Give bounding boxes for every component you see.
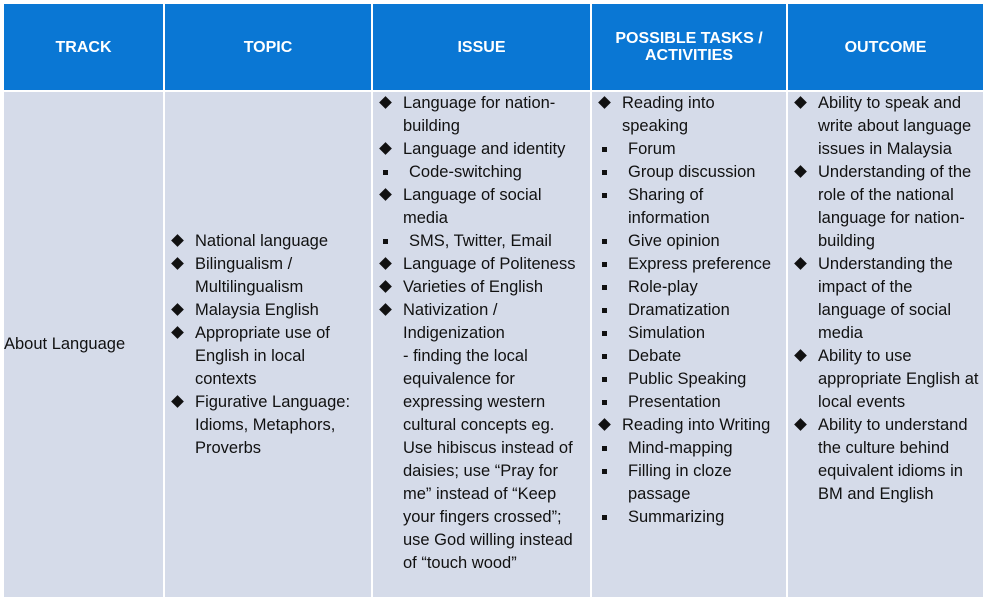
sub-list-item [598,253,782,276]
list-item [379,299,586,575]
list-item [379,138,586,161]
list-item-label: Ability to speak and write about language issues in Malaysia [818,94,972,158]
list-item [379,253,586,276]
square-bullet-icon [602,262,607,267]
sub-list-item [598,322,782,345]
curriculum-table [2,2,985,599]
square-bullet-icon [602,469,607,474]
header-tasks-label: POSSIBLE TASKS / ACTIVITIES [615,30,763,64]
diamond-bullet-icon [171,326,184,339]
list-item-label: Language of Politeness [403,255,576,273]
topic-cell [164,91,372,598]
list-item [794,253,979,345]
sub-list-item [598,345,782,368]
header-track: TRACK [3,3,164,91]
list-item-label: National language [195,231,329,250]
diamond-bullet-icon [171,257,184,270]
sub-item-label: Give opinion [628,232,720,250]
sub-item-label: Code-switching [409,163,522,181]
sub-list-item [598,230,782,253]
sub-list-item [598,276,782,299]
diamond-bullet-icon [379,96,392,109]
sub-list [379,230,586,253]
square-bullet-icon [602,377,607,382]
sub-item-label: Simulation [628,324,706,342]
list-item-label: Reading into speaking [622,94,715,135]
sub-item-label: Summarizing [628,508,725,526]
list-item-label: Language and identity [403,140,566,158]
diamond-bullet-icon [171,395,184,408]
diamond-bullet-icon [598,96,611,109]
sub-list-item [598,184,782,230]
square-bullet-icon [602,239,607,244]
sub-list-item [598,138,782,161]
sub-item-label: Forum [628,140,676,158]
header-issue: ISSUE [372,3,591,91]
square-bullet-icon [602,354,607,359]
list-item-label: Bilingualism / Multilingualism [195,254,304,296]
sub-item-label: Group discussion [628,163,756,181]
list-item-label: Figurative Language: Idioms, Metaphors, Proverbs [195,392,351,457]
square-bullet-icon [383,170,388,175]
list-item-label: Reading into Writing [622,416,771,434]
list-item [171,230,367,253]
diamond-bullet-icon [171,303,184,316]
list-item [379,92,586,138]
list-item-label: Understanding of the role of the national language for nation-building [818,163,972,250]
issue-cell [372,91,591,598]
list-item [379,184,586,230]
table-row [3,91,984,598]
sub-list-item [379,161,586,184]
diamond-bullet-icon [379,257,392,270]
list-item-label: Ability to use appropriate English at local events [818,347,979,411]
diamond-bullet-icon [794,257,807,270]
sub-item-label: Presentation [628,393,721,411]
list-item-label: Language of social media [403,186,542,227]
diamond-bullet-icon [379,188,392,201]
sub-list-item [598,391,782,414]
sub-item-label: Public Speaking [628,370,747,388]
header-row [3,3,984,91]
list-item-label: Ability to understand the culture behind equivalent idioms in BM and English [818,416,968,503]
topic-list [165,230,371,460]
square-bullet-icon [602,285,607,290]
diamond-bullet-icon [598,418,611,431]
list-item [171,391,367,460]
sub-list-item [598,368,782,391]
list-item [794,414,979,506]
list-item-label: Varieties of English [403,278,544,296]
issue-note: - finding the local equivalence for expressing western cultural concepts eg. Use hibiscus instead of daisies; use “Pray for me” instead of “Keep your fingers crossed”; use God willing instead of “touch wood” [403,347,573,572]
sub-list-item [598,460,782,506]
sub-item-label: Debate [628,347,682,365]
list-item-label: Malaysia English [195,300,319,319]
list-item [171,322,367,391]
diamond-bullet-icon [794,96,807,109]
list-item-label: Appropriate use of English in local contexts [195,323,330,388]
list-item [171,253,367,299]
diamond-bullet-icon [379,142,392,155]
sub-list [598,437,782,529]
header-tasks [591,3,787,91]
sub-item-label: Mind-mapping [628,439,733,457]
diamond-bullet-icon [379,303,392,316]
list-item [598,92,782,138]
square-bullet-icon [602,400,607,405]
sub-item-label: Express preference [628,255,772,273]
sub-list-item [379,230,586,253]
square-bullet-icon [602,331,607,336]
square-bullet-icon [602,308,607,313]
list-item-label: Nativization / Indigenization [403,301,505,342]
list-item [379,276,586,299]
diamond-bullet-icon [171,234,184,247]
sub-list-item [598,299,782,322]
track-label: About Language [4,335,126,353]
diamond-bullet-icon [794,349,807,362]
list-item [171,299,367,322]
list-item [794,161,979,253]
list-item [794,92,979,161]
diamond-bullet-icon [379,280,392,293]
square-bullet-icon [602,147,607,152]
square-bullet-icon [602,170,607,175]
sub-item-label: Sharing of information [628,186,710,227]
outcome-cell [787,91,984,598]
sub-item-label: SMS, Twitter, Email [409,232,552,250]
list-item [794,345,979,414]
outcome-list [788,92,983,506]
square-bullet-icon [602,446,607,451]
sub-item-label: Filling in cloze passage [628,462,732,503]
square-bullet-icon [383,239,388,244]
square-bullet-icon [602,515,607,520]
track-cell [3,91,164,598]
sub-item-label: Role-play [628,278,698,296]
tasks-cell [591,91,787,598]
sub-list-item [598,506,782,529]
diamond-bullet-icon [794,165,807,178]
list-item-label: Understanding the impact of the language of social media [818,255,953,342]
square-bullet-icon [602,193,607,198]
tasks-list [592,92,786,529]
list-item [598,414,782,437]
diamond-bullet-icon [794,418,807,431]
sub-list-item [598,437,782,460]
header-outcome: OUTCOME [787,3,984,91]
list-item-label: Language for nation-building [403,94,556,135]
sub-item-label: Dramatization [628,301,730,319]
sub-list-item [598,161,782,184]
sub-list [379,161,586,184]
issue-list [373,92,590,575]
sub-list [598,138,782,414]
header-topic: TOPIC [164,3,372,91]
